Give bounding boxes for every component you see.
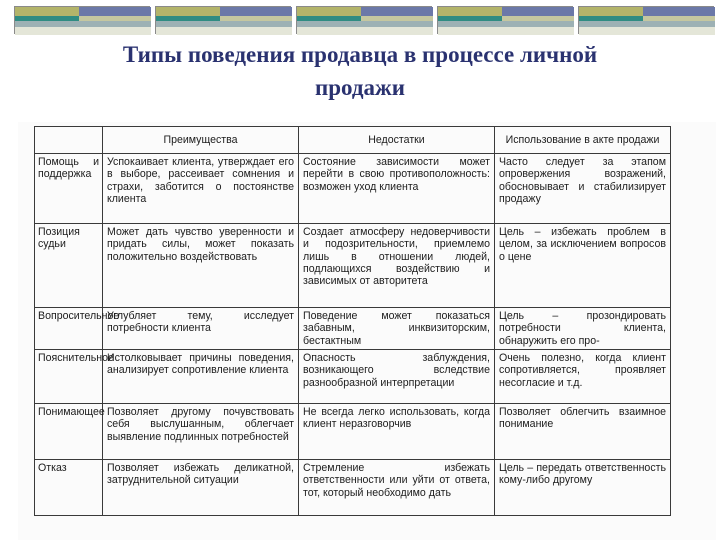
- header-advantages: Преимущества: [103, 127, 299, 154]
- cell-usage: Очень полезно, когда клиент сопротивляется, проявляет несогласие и т.д.: [495, 350, 671, 404]
- cell-advantages: Позволяет избежать деликатной, затруднительной ситуации: [103, 460, 299, 516]
- table-row: [35, 460, 671, 516]
- title-line-1: Типы поведения продавца в процессе личной: [122, 42, 598, 67]
- table-row: [35, 350, 671, 404]
- table-row: [35, 404, 671, 460]
- cell-usage: Позволяет облегчить взаимное понимание: [495, 404, 671, 460]
- cell-usage: Цель – прозондировать потребности клиента, обнаружить его про-: [495, 308, 671, 350]
- cell-usage: Цель – передать ответственность кому-либо другому: [495, 460, 671, 516]
- cell-type: Вопросительное: [35, 308, 103, 350]
- cell-disadvantages: Состояние зависимости может перейти в свою противоположность: возможен уход клиента: [299, 154, 495, 224]
- cell-disadvantages: Стремление избежать ответственности или уйти от ответа, тот, который необходимо дать: [299, 460, 495, 516]
- header-decoration: [0, 6, 720, 34]
- table-header-row: [35, 127, 671, 154]
- table-row: [35, 224, 671, 308]
- decor-block-5: [578, 6, 714, 34]
- decor-block-3: [296, 6, 432, 34]
- title-line-2: продажи: [315, 75, 405, 100]
- cell-disadvantages: Создает атмосферу недоверчивости и подозрительности, приемлемо лишь в отношении людей, подлающихся воздействию и зависимых от авторитета: [299, 224, 495, 308]
- cell-type: Пояснительное: [35, 350, 103, 404]
- header-type: [35, 127, 103, 154]
- cell-advantages: Углубляет тему, исследует потребности клиента: [103, 308, 299, 350]
- header-usage: Использование в акте продажи: [495, 127, 671, 154]
- cell-disadvantages: Не всегда легко использовать, когда клиент неразговорчив: [299, 404, 495, 460]
- cell-advantages: Успокаивает клиента, утверждает его в выборе, рассеивает сомнения и страхи, заботится о постоянстве клиента: [103, 154, 299, 224]
- table-row: [35, 308, 671, 350]
- decor-block-4: [437, 6, 573, 34]
- cell-disadvantages: Опасность заблуждения, возникающего вследствие разнообразной интерпретации: [299, 350, 495, 404]
- table-row: [35, 154, 671, 224]
- cell-type: Понимающее: [35, 404, 103, 460]
- cell-disadvantages: Поведение может показаться забавным, инквизиторским, бестактным: [299, 308, 495, 350]
- cell-advantages: Позволяет другому почувствовать себя выслушанным, облегчает выявление подлинных потребностей: [103, 404, 299, 460]
- header-disadvantages: Недостатки: [299, 127, 495, 154]
- cell-type: Позиция судьи: [35, 224, 103, 308]
- cell-advantages: Истолковывает причины поведения, анализирует сопротивление клиента: [103, 350, 299, 404]
- cell-usage: Цель – избежать проблем в целом, за исключением вопросов о цене: [495, 224, 671, 308]
- cell-type: Отказ: [35, 460, 103, 516]
- cell-usage: Часто следует за этапом опровержения возражений, обосновывает и стабилизирует продажу: [495, 154, 671, 224]
- scanned-table-image: [18, 122, 716, 540]
- cell-type: Помощь и поддержка: [35, 154, 103, 224]
- slide-title: [40, 38, 680, 104]
- behavior-types-table: [34, 126, 671, 516]
- cell-advantages: Может дать чувство уверенности и придать силы, может показать положительно воздействовать: [103, 224, 299, 308]
- decor-block-2: [155, 6, 291, 34]
- decor-block-1: [14, 6, 150, 34]
